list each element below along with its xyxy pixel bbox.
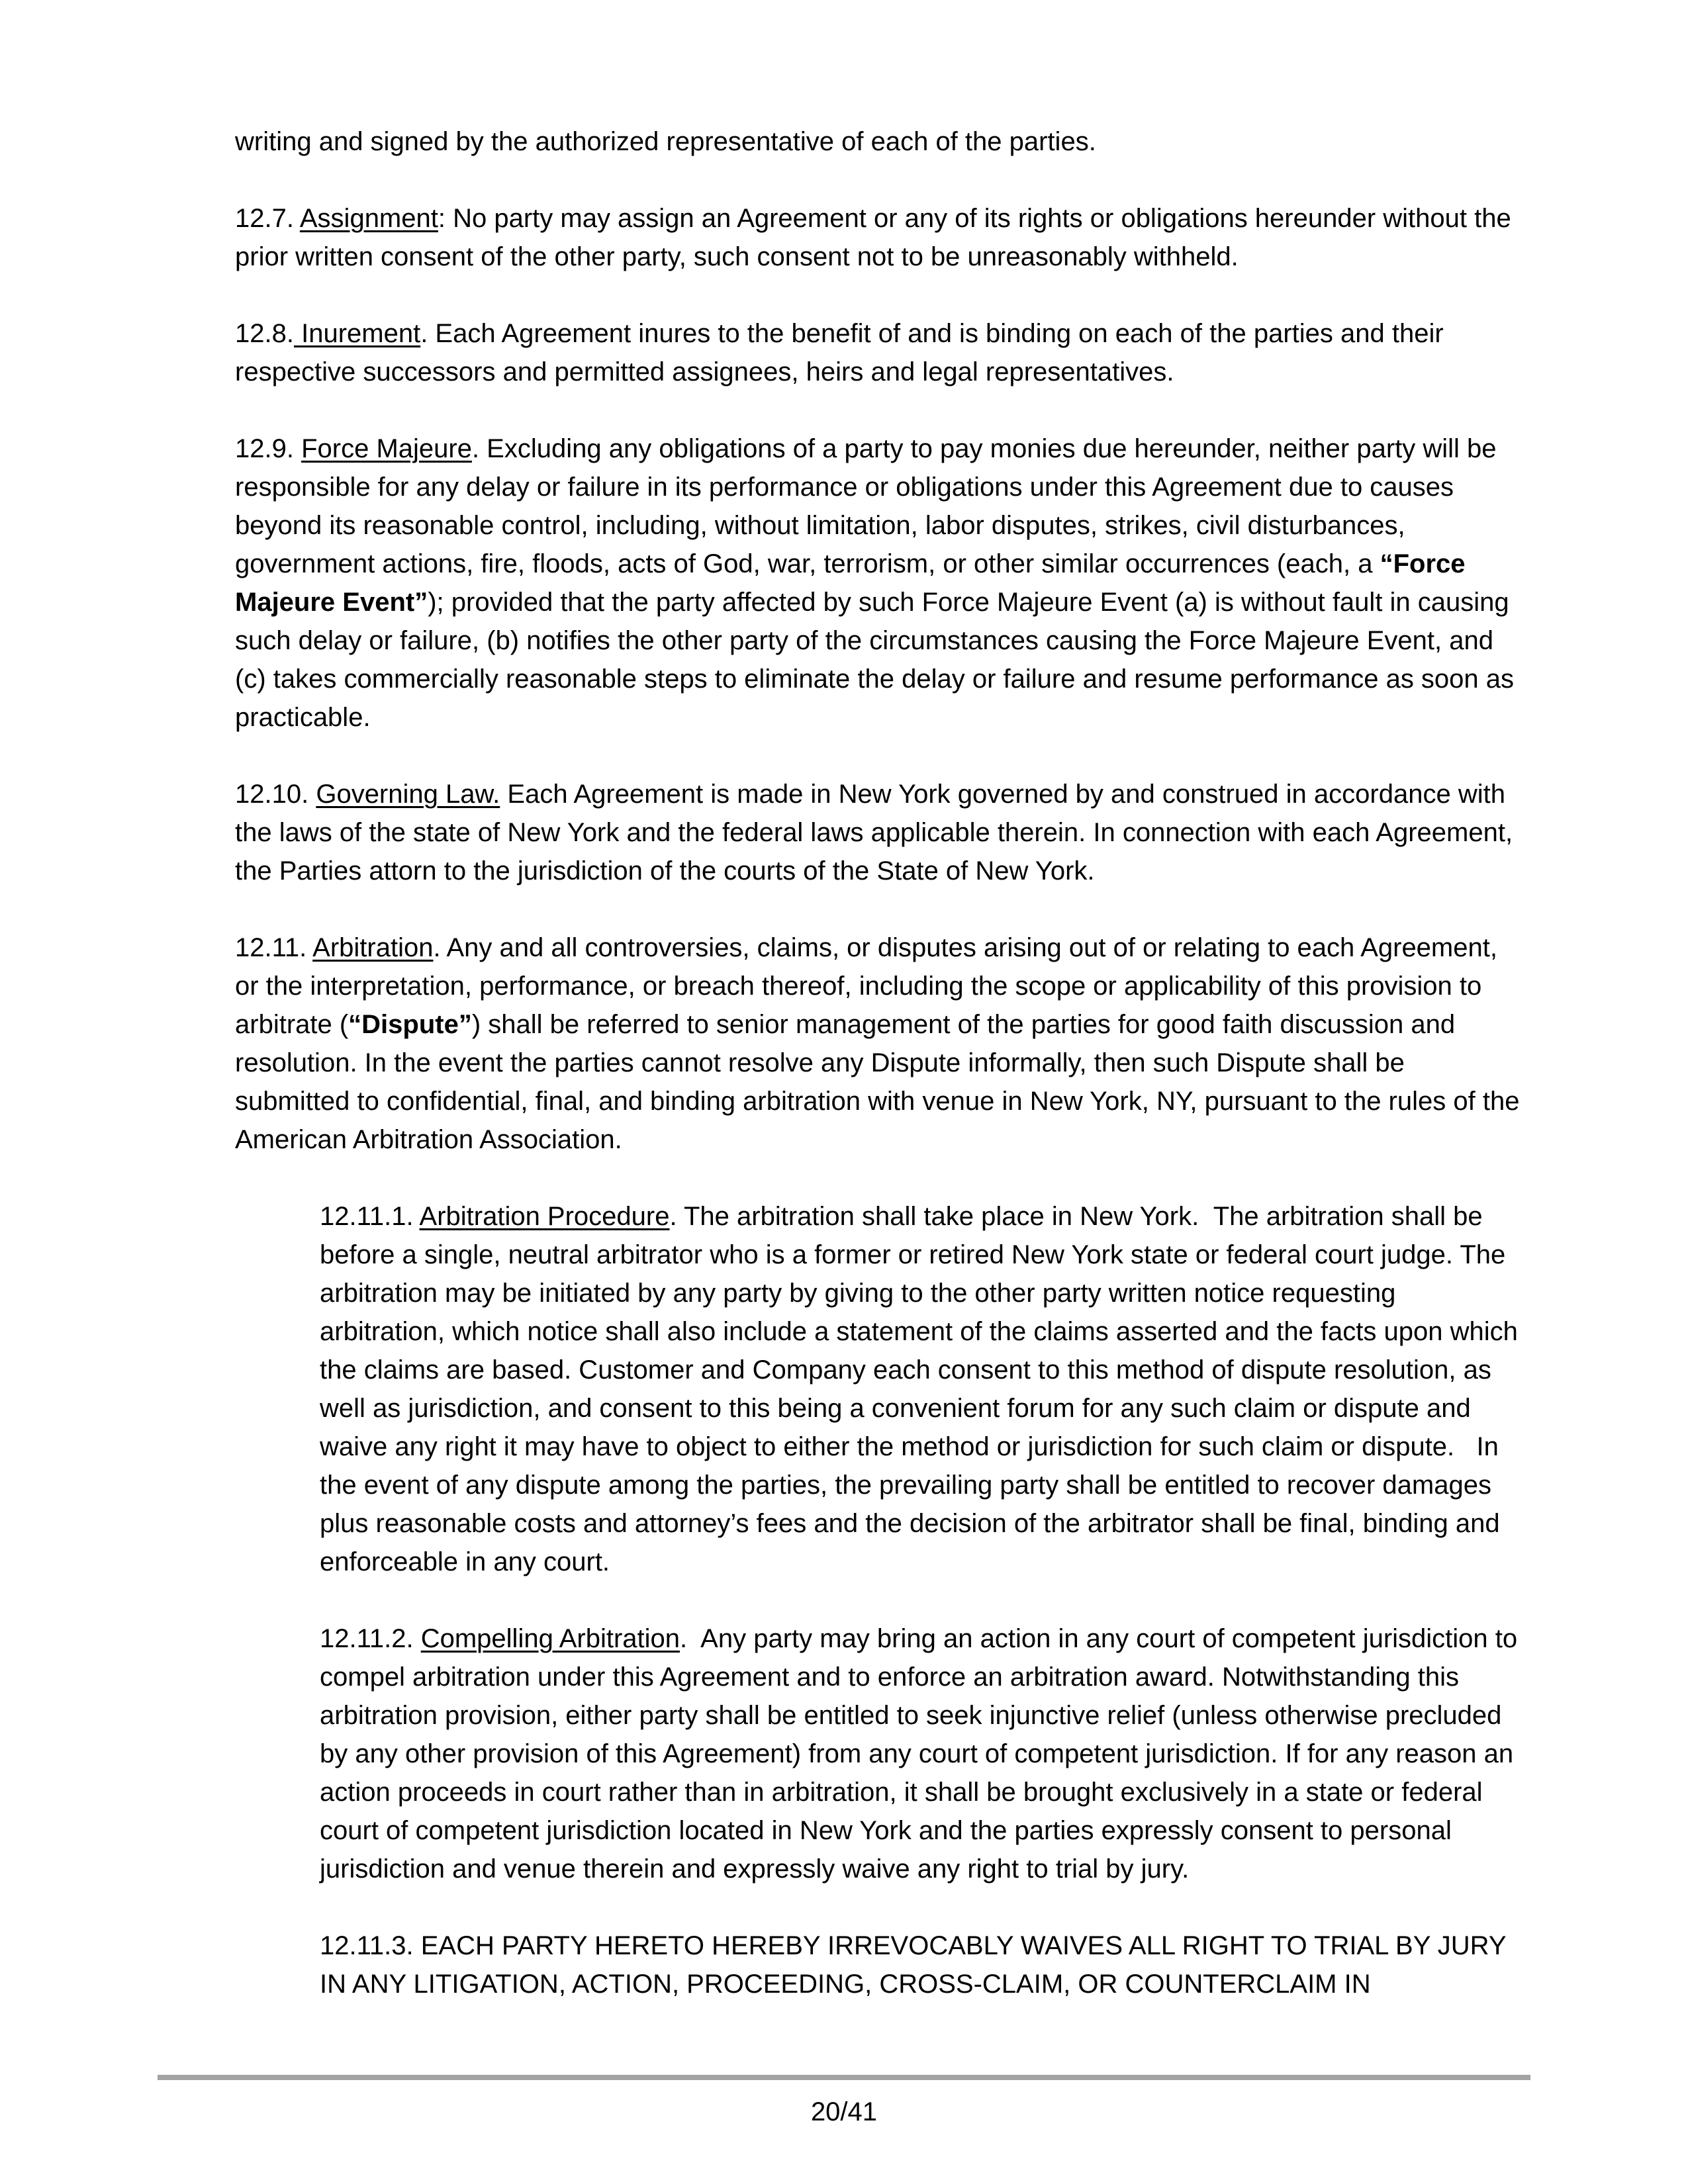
section-heading: Arbitration Procedure (419, 1202, 670, 1231)
text-run: ); provided that the party affected by such Force Majeure Event (a) is without fault in causing such delay or failure, (b) notifies the other party of the circumstances causing the Force Majeure Event, and (c) takes commercially reasonable steps to eliminate the delay or failure and resume performance as soon as practicable. (235, 588, 1522, 732)
paragraph-12.11.3 (320, 1927, 1523, 2003)
section-heading: Inurement (293, 319, 421, 348)
text-run: . Any and all controversies, claims, or disputes arising out of or relating to each Agreement, or the interpretation, performance, or breach thereof, including the scope or applicability of this provision to arbitrate ( (235, 933, 1505, 1039)
text-run: 12.9. (235, 434, 302, 463)
text-run: 12.11.3. EACH PARTY HERETO HEREBY IRREVOCABLY WAIVES ALL RIGHT TO TRIAL BY JURY IN ANY LITIGATION, ACTION, PROCEEDING, CROSS-CLAIM, OR COUNTERCLAIM IN (320, 1931, 1513, 1999)
text-run: 12.8. (235, 319, 294, 348)
section-heading: Governing Law. (316, 780, 500, 809)
text-run: 12.11.1. (320, 1202, 420, 1231)
paragraph-12.9 (235, 430, 1523, 737)
document-body (235, 122, 1526, 2003)
text-run: 12.11. (235, 933, 313, 962)
paragraph-12.11.2 (320, 1619, 1523, 1888)
paragraph-12.7 (235, 199, 1523, 276)
footer-rule (158, 2075, 1530, 2080)
text-run: ) shall be referred to senior management of the parties for good faith discussion and resolution. In the event the parties cannot resolve any Dispute informally, then such Dispute shall be submitted to confidential, final, and binding arbitration with venue in New York, NY, pursuant to the rules of the American Arbitration Association. (235, 1010, 1526, 1154)
paragraph-continuation (235, 122, 1523, 161)
paragraph-12.8 (235, 314, 1523, 391)
text-run: . The arbitration shall take place in New York. The arbitration shall be before a single, neutral arbitrator who is a former or retired New York state or federal court judge. The arbitration may be initiated by any party by giving to the other party written notice requesting arbitration, which notice shall also include a statement of the claims asserted and the facts upon which the claims are based. Customer and Company each consent to this method of dispute resolution, as well as jurisdiction, and consent to this being a convenient forum for any such claim or dispute and waive any right it may have to object to either the method or jurisdiction for such claim or dispute. In the event of any dispute among the parties, the prevailing party shall be entitled to recover damages plus reasonable costs and attorney’s fees and the decision of the arbitrator shall be final, binding and enforceable in any court. (320, 1202, 1526, 1576)
text-run: 12.7. (235, 204, 300, 233)
text-run: Each Agreement is made in New York governed by and construed in accordance with the laws of the state of New York and the federal laws applicable therein. In connection with each Agreement, the Parties attorn to the jurisdiction of the courts of the State of New York. (235, 780, 1521, 886)
text-run: . Any party may bring an action in any court of competent jurisdiction to compel arbitration under this Agreement and to enforce an arbitration award. Notwithstanding this arbitration provision, either party shall be entitled to seek injunctive relief (unless otherwise precluded by any other provision of this Agreement) from any court of competent jurisdiction. If for any reason an action proceeds in court rather than in arbitration, it shall be brought exclusively in a state or federal court of competent jurisdiction located in New York and the parties expressly consent to personal jurisdiction and venue therein and expressly waive any right to trial by jury. (320, 1624, 1525, 1884)
defined-term: “Dispute” (348, 1010, 472, 1039)
defined-term: “Force Majeure Event” (235, 549, 1473, 617)
section-heading: Force Majeure (301, 434, 472, 463)
text-run: . Each Agreement inures to the benefit of and is binding on each of the parties and their respective successors and permitted assignees, heirs and legal representatives. (235, 319, 1451, 387)
paragraph-12.10 (235, 775, 1523, 890)
paragraph-12.11.1 (320, 1197, 1526, 1581)
text-run: writing and signed by the authorized representative of each of the parties. (235, 127, 1096, 156)
text-run: 12.11.2. (320, 1624, 421, 1653)
text-run: 12.10. (235, 780, 316, 809)
section-heading: Arbitration (312, 933, 434, 962)
text-run: : No party may assign an Agreement or any of its rights or obligations hereunder without the prior written consent of the other party, such consent not to be unreasonably withheld. (235, 204, 1519, 271)
section-heading: Compelling Arbitration (420, 1624, 680, 1653)
paragraph-12.11 (235, 929, 1526, 1159)
page-number: 20/41 (810, 2097, 878, 2126)
section-heading: Assignment (299, 204, 438, 233)
text-run: . Excluding any obligations of a party to pay monies due hereunder, neither party will be responsible for any delay or failure in its performance or obligations under this Agreement due to causes beyond its reasonable control, including, without limitation, labor disputes, strikes, civil disturbances, government actions, fire, floods, acts of God, war, terrorism, or other similar occurrences (each, a (235, 434, 1504, 578)
